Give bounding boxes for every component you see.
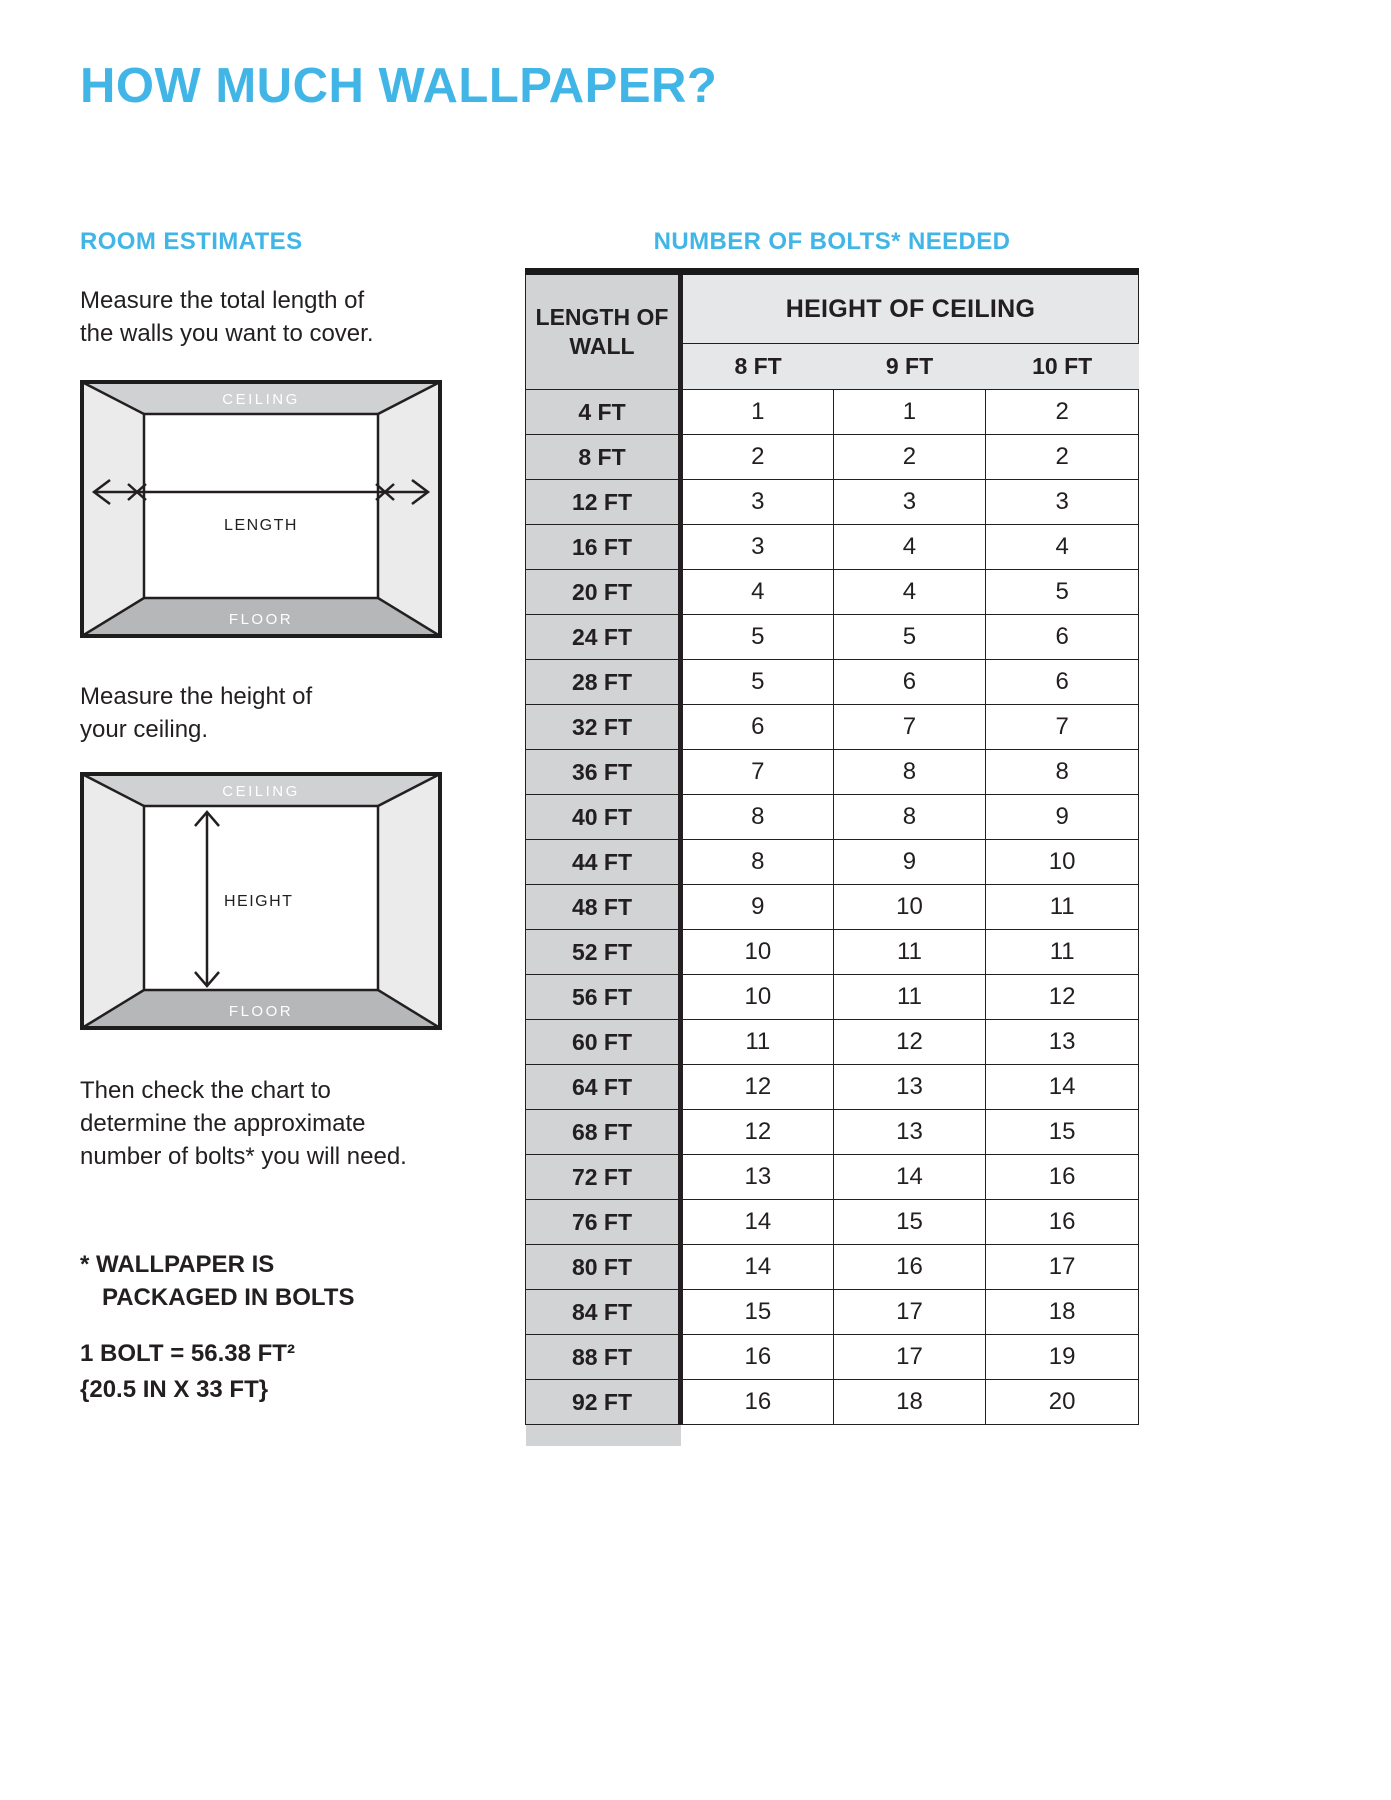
- table-row: [526, 480, 1139, 525]
- wall-length-cell: 80 FT: [526, 1245, 681, 1290]
- wall-length-cell: 16 FT: [526, 525, 681, 570]
- room-height-svg: [80, 772, 442, 1030]
- bolt-count-cell: 6: [986, 615, 1139, 660]
- wall-length-cell: 92 FT: [526, 1380, 681, 1425]
- table-row: [526, 930, 1139, 975]
- wall-length-cell: 44 FT: [526, 840, 681, 885]
- bolt-count-cell: 15: [986, 1110, 1139, 1155]
- bolt-dimensions: {20.5 IN X 33 FT}: [80, 1376, 269, 1403]
- bolt-count-cell: 5: [681, 615, 834, 660]
- bolt-count-cell: 11: [986, 930, 1139, 975]
- bolt-count-cell: 6: [681, 705, 834, 750]
- bolt-count-cell: 17: [833, 1335, 986, 1380]
- room-length-svg: [80, 380, 442, 638]
- bolt-count-cell: 5: [833, 615, 986, 660]
- bolt-count-cell: 1: [833, 390, 986, 435]
- instruction-line: Measure the height of: [80, 683, 313, 710]
- bolt-table-body: [526, 390, 1139, 1425]
- room-estimates-heading: ROOM ESTIMATES: [80, 228, 303, 255]
- ceiling-label: CEILING: [222, 783, 300, 800]
- bolts-table: [525, 268, 1139, 1446]
- bolt-count-cell: 19: [986, 1335, 1139, 1380]
- table-row: [526, 1155, 1139, 1200]
- table-row: [526, 705, 1139, 750]
- bolt-count-cell: 2: [833, 435, 986, 480]
- bolt-count-cell: 11: [681, 1020, 834, 1065]
- bolt-count-cell: 8: [833, 795, 986, 840]
- bolt-count-cell: 8: [681, 795, 834, 840]
- table-header: [526, 272, 1139, 390]
- bolt-count-cell: 8: [681, 840, 834, 885]
- bolt-count-cell: 16: [833, 1245, 986, 1290]
- bolt-count-cell: 13: [986, 1020, 1139, 1065]
- wallpaper-bolts-note: [80, 1248, 354, 1314]
- instruction-line: Measure the total length of: [80, 287, 365, 314]
- bolt-count-cell: 11: [986, 885, 1139, 930]
- back-wall: [144, 414, 378, 598]
- ceiling-9ft-header: 9 FT: [833, 344, 986, 390]
- bolt-count-cell: 4: [681, 570, 834, 615]
- right-wall: [378, 382, 440, 636]
- bolt-count-cell: 17: [833, 1290, 986, 1335]
- instruction-line: determine the approximate: [80, 1110, 366, 1137]
- bolt-count-cell: 13: [681, 1155, 834, 1200]
- instruction-measure-height: [80, 680, 312, 746]
- floor-label: FLOOR: [228, 1003, 294, 1020]
- wall-length-cell: 88 FT: [526, 1335, 681, 1380]
- wall-length-cell: 24 FT: [526, 615, 681, 660]
- bolts-needed-heading: NUMBER OF BOLTS* NEEDED: [653, 228, 1011, 255]
- instruction-line: your ceiling.: [80, 716, 209, 743]
- footer-blank-cell: [681, 1425, 1139, 1446]
- bolt-count-cell: 14: [681, 1200, 834, 1245]
- bolt-count-cell: 16: [681, 1335, 834, 1380]
- bolt-count-cell: 7: [833, 705, 986, 750]
- bolt-count-cell: 20: [986, 1380, 1139, 1425]
- bolt-count-cell: 11: [833, 930, 986, 975]
- instruction-line: number of bolts* you will need.: [80, 1143, 407, 1170]
- wall-length-cell: 40 FT: [526, 795, 681, 840]
- bolt-count-cell: 2: [986, 390, 1139, 435]
- table-row: [526, 1020, 1139, 1065]
- bolt-count-cell: 8: [986, 750, 1139, 795]
- bolt-count-cell: 13: [833, 1065, 986, 1110]
- note-line: * WALLPAPER IS: [80, 1251, 275, 1278]
- table-row: [526, 1290, 1139, 1335]
- bolt-count-cell: 11: [833, 975, 986, 1020]
- bolt-count-cell: 7: [681, 750, 834, 795]
- instruction-line: Then check the chart to: [80, 1077, 331, 1104]
- wall-length-cell: 72 FT: [526, 1155, 681, 1200]
- height-label: HEIGHT: [224, 893, 294, 910]
- bolt-count-cell: 16: [681, 1380, 834, 1425]
- bolt-count-cell: 5: [986, 570, 1139, 615]
- bolt-count-cell: 6: [833, 660, 986, 705]
- wall-length-cell: 64 FT: [526, 1065, 681, 1110]
- table-row: [526, 750, 1139, 795]
- bolt-count-cell: 9: [833, 840, 986, 885]
- bolts-table-container: [525, 268, 1139, 1446]
- bolt-count-cell: 15: [681, 1290, 834, 1335]
- bolt-count-cell: 18: [833, 1380, 986, 1425]
- bolt-count-cell: 16: [986, 1200, 1139, 1245]
- bolt-count-cell: 3: [681, 525, 834, 570]
- bolt-count-cell: 3: [833, 480, 986, 525]
- table-row: [526, 1335, 1139, 1380]
- bolt-count-cell: 6: [986, 660, 1139, 705]
- bolt-count-cell: 10: [681, 930, 834, 975]
- bolt-count-cell: 14: [833, 1155, 986, 1200]
- right-wall: [378, 774, 440, 1028]
- ceiling-label: CEILING: [222, 391, 300, 408]
- bolt-count-cell: 2: [986, 435, 1139, 480]
- bolt-count-cell: 14: [681, 1245, 834, 1290]
- footer-strip-cell: [526, 1425, 681, 1446]
- wall-length-cell: 20 FT: [526, 570, 681, 615]
- bolt-count-cell: 18: [986, 1290, 1139, 1335]
- table-row: [526, 525, 1139, 570]
- bolt-count-cell: 9: [986, 795, 1139, 840]
- bolt-count-cell: 5: [681, 660, 834, 705]
- table-row: [526, 1065, 1139, 1110]
- wall-length-cell: 28 FT: [526, 660, 681, 705]
- bolt-count-cell: 10: [986, 840, 1139, 885]
- instruction-measure-length: [80, 284, 373, 350]
- wall-length-cell: 76 FT: [526, 1200, 681, 1245]
- wall-length-cell: 8 FT: [526, 435, 681, 480]
- page-title: HOW MUCH WALLPAPER?: [80, 59, 718, 113]
- bolt-count-cell: 1: [681, 390, 834, 435]
- table-row: [526, 885, 1139, 930]
- table-row: [526, 390, 1139, 435]
- floor-label: FLOOR: [228, 611, 294, 628]
- table-row: [526, 795, 1139, 840]
- wall-length-cell: 56 FT: [526, 975, 681, 1020]
- wall-length-cell: 60 FT: [526, 1020, 681, 1065]
- ceiling-10ft-header: 10 FT: [986, 344, 1139, 390]
- bolt-count-cell: 8: [833, 750, 986, 795]
- wall-length-cell: 68 FT: [526, 1110, 681, 1155]
- bolt-count-cell: 3: [986, 480, 1139, 525]
- table-footer-strip: [526, 1425, 1139, 1446]
- bolt-count-cell: 4: [833, 570, 986, 615]
- bolt-size-note: [80, 1336, 295, 1408]
- table-row: [526, 975, 1139, 1020]
- bolt-count-cell: 4: [986, 525, 1139, 570]
- length-of-wall-header: LENGTH OF WALL: [526, 272, 681, 390]
- table-row: [526, 1380, 1139, 1425]
- wall-length-cell: 48 FT: [526, 885, 681, 930]
- wall-length-cell: 52 FT: [526, 930, 681, 975]
- table-row: [526, 660, 1139, 705]
- bolt-count-cell: 12: [833, 1020, 986, 1065]
- bolt-count-cell: 10: [833, 885, 986, 930]
- wall-length-cell: 36 FT: [526, 750, 681, 795]
- bolt-count-cell: 10: [681, 975, 834, 1020]
- height-of-ceiling-header: HEIGHT OF CEILING: [681, 272, 1139, 344]
- bolt-count-cell: 12: [986, 975, 1139, 1020]
- table-row: [526, 570, 1139, 615]
- table-row: [526, 435, 1139, 480]
- wall-length-cell: 32 FT: [526, 705, 681, 750]
- instruction-check-chart: [80, 1074, 407, 1173]
- ceiling-8ft-header: 8 FT: [681, 344, 834, 390]
- table-row: [526, 1200, 1139, 1245]
- bolt-count-cell: 13: [833, 1110, 986, 1155]
- room-length-diagram: [80, 380, 442, 638]
- table-row: [526, 1245, 1139, 1290]
- left-wall: [82, 774, 144, 1028]
- instruction-line: the walls you want to cover.: [80, 320, 374, 347]
- bolt-count-cell: 16: [986, 1155, 1139, 1200]
- table-row: [526, 840, 1139, 885]
- bolt-count-cell: 12: [681, 1065, 834, 1110]
- bolt-count-cell: 4: [833, 525, 986, 570]
- room-height-diagram: [80, 772, 442, 1030]
- wall-length-cell: 4 FT: [526, 390, 681, 435]
- wall-length-cell: 84 FT: [526, 1290, 681, 1335]
- bolt-count-cell: 3: [681, 480, 834, 525]
- bolt-equation: 1 BOLT = 56.38 FT²: [80, 1340, 295, 1367]
- bolt-count-cell: 17: [986, 1245, 1139, 1290]
- wall-length-cell: 12 FT: [526, 480, 681, 525]
- bolt-count-cell: 15: [833, 1200, 986, 1245]
- bolt-count-cell: 14: [986, 1065, 1139, 1110]
- note-line: PACKAGED IN BOLTS: [102, 1284, 355, 1311]
- bolt-count-cell: 2: [681, 435, 834, 480]
- bolt-count-cell: 7: [986, 705, 1139, 750]
- bolt-count-cell: 9: [681, 885, 834, 930]
- length-label: LENGTH: [224, 517, 298, 534]
- table-row: [526, 615, 1139, 660]
- bolt-count-cell: 12: [681, 1110, 834, 1155]
- table-row: [526, 1110, 1139, 1155]
- left-wall: [82, 382, 144, 636]
